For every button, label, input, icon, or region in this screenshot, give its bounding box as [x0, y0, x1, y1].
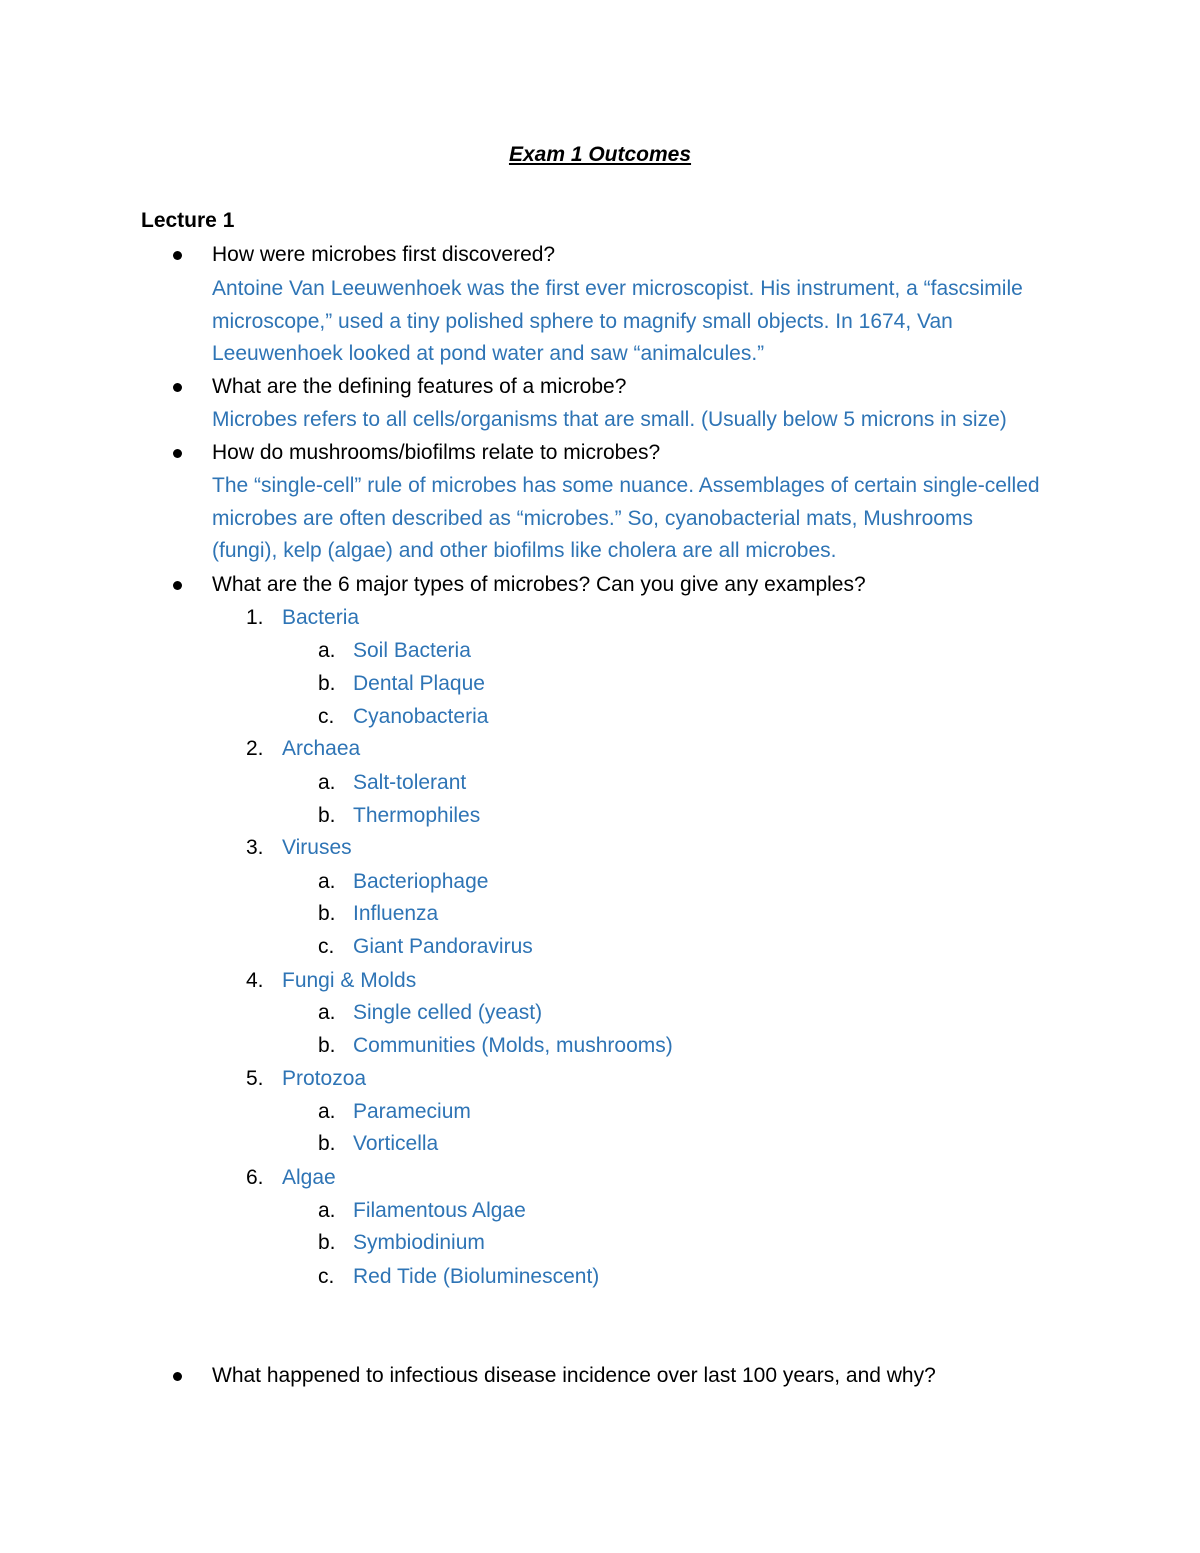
list-number: 3.	[246, 836, 264, 859]
microbe-example: Influenza	[353, 902, 439, 925]
answer-3-line-1: The “single-cell” rule of microbes has some nuance. Assemblages of certain single-celled	[212, 474, 1040, 497]
answer-1-line-2: microscope,” used a tiny polished sphere to magnify small objects. In 1674, Van	[212, 310, 953, 333]
list-letter: c.	[318, 1265, 335, 1288]
list-number: 6.	[246, 1166, 264, 1189]
microbe-example: Single celled (yeast)	[353, 1001, 543, 1024]
microbe-example: Filamentous Algae	[353, 1199, 526, 1222]
microbe-example: Bacteriophage	[353, 870, 489, 893]
list-letter: a.	[318, 1199, 336, 1222]
microbe-example: Red Tide (Bioluminescent)	[353, 1265, 600, 1288]
microbe-example: Communities (Molds, mushrooms)	[353, 1034, 673, 1057]
microbe-example: Vorticella	[353, 1132, 439, 1155]
answer-3-line-3: (fungi), kelp (algae) and other biofilms like cholera are all microbes.	[212, 539, 837, 562]
answer-1-line-1: Antoine Van Leeuwenhoek was the first ever microscopist. His instrument, a “fascsimile	[212, 277, 1023, 300]
list-number: 2.	[246, 737, 264, 760]
list-letter: b.	[318, 1231, 336, 1254]
microbe-example: Giant Pandoravirus	[353, 935, 533, 958]
microbe-example: Paramecium	[353, 1100, 471, 1123]
list-letter: b.	[318, 1034, 336, 1057]
microbe-example: Cyanobacteria	[353, 705, 489, 728]
list-letter: a.	[318, 639, 336, 662]
question-1: How were microbes first discovered?	[212, 243, 556, 266]
microbe-example: Symbiodinium	[353, 1231, 485, 1254]
list-letter: a.	[318, 1001, 336, 1024]
list-letter: c.	[318, 935, 335, 958]
section-heading: Lecture 1	[141, 209, 235, 232]
list-letter: b.	[318, 672, 336, 695]
list-letter: b.	[318, 902, 336, 925]
microbe-example: Soil Bacteria	[353, 639, 471, 662]
bullet-icon	[173, 1372, 182, 1381]
list-letter: a.	[318, 1100, 336, 1123]
answer-3-line-2: microbes are often described as “microbes.” So, cyanobacterial mats, Mushrooms	[212, 507, 973, 530]
list-letter: c.	[318, 705, 335, 728]
microbe-type: Archaea	[282, 737, 361, 760]
microbe-type: Fungi & Molds	[282, 969, 417, 992]
question-2: What are the defining features of a microbe?	[212, 375, 627, 398]
microbe-example: Salt-tolerant	[353, 771, 467, 794]
page-title: Exam 1 Outcomes	[508, 143, 692, 166]
list-letter: b.	[318, 804, 336, 827]
microbe-example: Thermophiles	[353, 804, 481, 827]
answer-2-line-1: Microbes refers to all cells/organisms that are small. (Usually below 5 microns in size)	[212, 408, 1007, 431]
list-number: 4.	[246, 969, 264, 992]
question-3: How do mushrooms/biofilms relate to microbes?	[212, 441, 661, 464]
bullet-icon	[173, 251, 182, 260]
list-number: 1.	[246, 606, 264, 629]
list-letter: a.	[318, 771, 336, 794]
list-letter: b.	[318, 1132, 336, 1155]
microbe-type: Bacteria	[282, 606, 360, 629]
answer-1-line-3: Leeuwenhoek looked at pond water and saw “animalcules.”	[212, 342, 765, 365]
question-4: What are the 6 major types of microbes? Can you give any examples?	[212, 573, 866, 596]
bullet-icon	[173, 383, 182, 392]
microbe-example: Dental Plaque	[353, 672, 485, 695]
list-number: 5.	[246, 1067, 264, 1090]
microbe-type: Protozoa	[282, 1067, 367, 1090]
question-5: What happened to infectious disease incidence over last 100 years, and why?	[212, 1364, 936, 1387]
bullet-icon	[173, 581, 182, 590]
microbe-type: Algae	[282, 1166, 336, 1189]
microbe-type: Viruses	[282, 836, 352, 859]
bullet-icon	[173, 449, 182, 458]
list-letter: a.	[318, 870, 336, 893]
